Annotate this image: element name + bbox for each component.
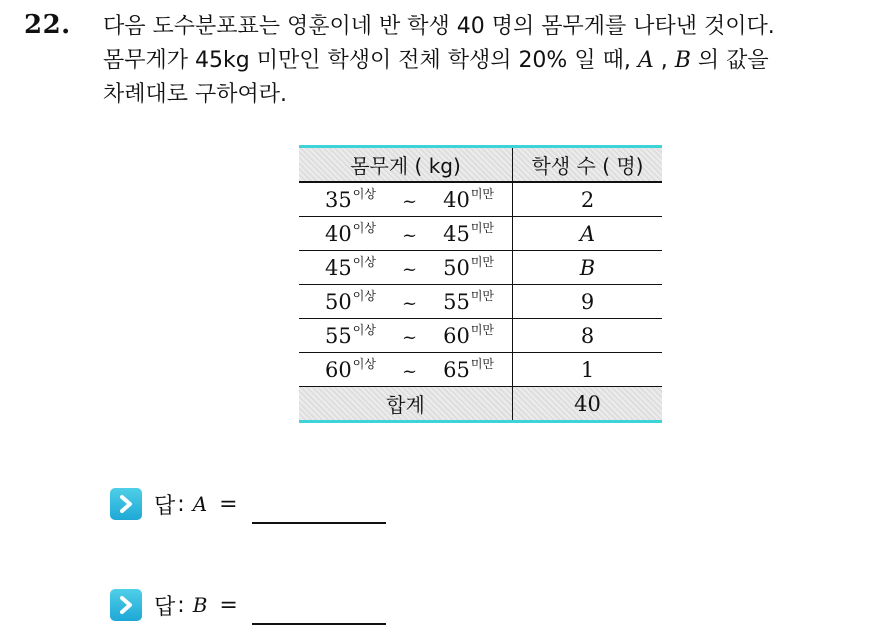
answer-variable: A [192, 492, 208, 516]
lower-value: 45 [325, 255, 352, 280]
upper-value: 55 [443, 289, 470, 314]
upper-suffix: 미만 [470, 186, 494, 201]
range-upper [443, 358, 494, 382]
weight-range-cell [299, 285, 513, 319]
range-upper [443, 290, 494, 314]
range-tilde: ~ [401, 225, 418, 246]
table-row [299, 251, 662, 285]
upper-suffix: 미만 [470, 356, 494, 371]
weight-range-cell [299, 319, 513, 353]
frequency-table [299, 145, 662, 423]
total-row [299, 387, 662, 422]
answer-label: 답 [154, 493, 176, 519]
weight-range-cell [299, 217, 513, 251]
upper-suffix: 미만 [470, 254, 494, 269]
question-number: 22. [24, 10, 71, 40]
total-value: 40 [513, 387, 663, 422]
question-line-2-text: 몸무게가 45kg 미만인 학생이 전체 학생의 20% 일 때, [103, 48, 638, 73]
lower-suffix: 이상 [352, 356, 376, 371]
upper-value: 50 [443, 255, 470, 280]
chevron-right-icon [110, 589, 142, 621]
lower-suffix: 이상 [352, 254, 376, 269]
student-count-cell: A [513, 217, 663, 251]
range-upper [443, 256, 494, 280]
lower-value: 55 [325, 323, 352, 348]
weight-range-cell [299, 353, 513, 387]
range-lower [325, 290, 376, 314]
weight-range-cell [299, 182, 513, 217]
lower-suffix: 이상 [352, 220, 376, 235]
chevron-right-icon [110, 488, 142, 520]
header-weight: 몸무게 ( kg) [299, 147, 513, 183]
question-line-3: 차례대로 구하여라. [103, 82, 288, 107]
range-upper [443, 324, 494, 348]
range-lower [325, 256, 376, 280]
upper-suffix: 미만 [470, 322, 494, 337]
range-tilde: ~ [401, 327, 418, 348]
header-count: 학생 수 ( 명) [513, 147, 663, 183]
equals-sign: = [219, 491, 238, 517]
range-lower [325, 358, 376, 382]
range-tilde: ~ [401, 361, 418, 382]
table-row [299, 353, 662, 387]
student-count-cell: B [513, 251, 663, 285]
lower-value: 50 [325, 289, 352, 314]
variable-b: B [674, 48, 691, 73]
student-count-cell: 8 [513, 319, 663, 353]
student-count-cell: 1 [513, 353, 663, 387]
answer-variable: B [192, 593, 208, 617]
range-lower [325, 222, 376, 246]
answer-blank-a[interactable] [252, 521, 386, 524]
range-upper [443, 222, 494, 246]
table-row [299, 217, 662, 251]
answer-blank-b[interactable] [252, 622, 386, 625]
lower-value: 40 [325, 221, 352, 246]
range-tilde: ~ [401, 259, 418, 280]
student-count-cell: 9 [513, 285, 663, 319]
range-tilde: ~ [401, 293, 418, 314]
answer-colon: : [177, 491, 185, 517]
weight-range-cell [299, 251, 513, 285]
lower-suffix: 이상 [352, 186, 376, 201]
question-line-2-tail: 의 값을 [690, 48, 769, 73]
frequency-table-body [299, 182, 662, 387]
answer-colon: : [177, 592, 185, 618]
upper-value: 65 [443, 357, 470, 382]
student-count-cell: 2 [513, 182, 663, 217]
upper-suffix: 미만 [470, 288, 494, 303]
question-line-2 [103, 44, 873, 78]
lower-suffix: 이상 [352, 322, 376, 337]
question-text [103, 10, 873, 112]
range-upper [443, 188, 494, 212]
answer-b [110, 589, 386, 621]
upper-suffix: 미만 [470, 220, 494, 235]
equals-sign: = [219, 592, 238, 618]
lower-value: 35 [325, 187, 352, 212]
range-tilde: ~ [401, 191, 418, 212]
answer-a [110, 488, 386, 520]
answer-label: 답 [154, 594, 176, 620]
variable-a: A [637, 48, 654, 73]
upper-value: 60 [443, 323, 470, 348]
range-lower [325, 324, 376, 348]
range-lower [325, 188, 376, 212]
table-row [299, 319, 662, 353]
question-line-1: 다음 도수분포표는 영훈이네 반 학생 40 명의 몸무게를 나타낸 것이다. [103, 14, 775, 39]
total-label: 합계 [299, 387, 513, 422]
table-row [299, 285, 662, 319]
question-line-2-sep: , [653, 48, 675, 73]
lower-suffix: 이상 [352, 288, 376, 303]
lower-value: 60 [325, 357, 352, 382]
table-row [299, 182, 662, 217]
upper-value: 40 [443, 187, 470, 212]
upper-value: 45 [443, 221, 470, 246]
